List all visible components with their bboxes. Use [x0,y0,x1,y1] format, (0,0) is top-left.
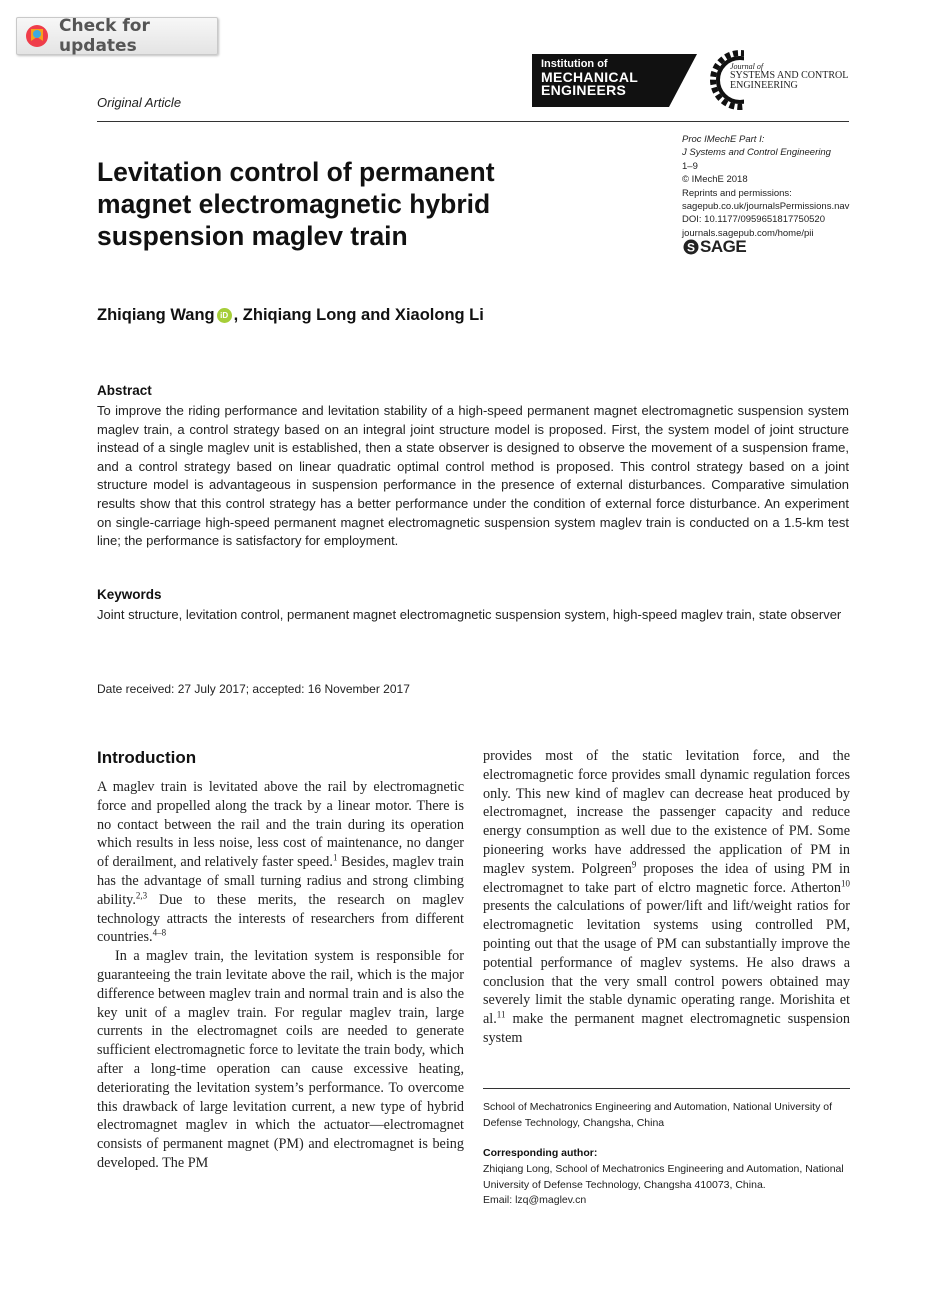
abstract-heading: Abstract [97,383,152,398]
abstract-text: To improve the riding performance and levitation stability of a high-speed permanent magnet electromagnetic suspension system maglev train, a control strategy based on an integral joint structure model is proposed. First, the system model of joint structure instead of a single maglev unit is established, then a state observer is designed to observe the movement of a suspension frame, and a control strategy based on linear quadratic optimal control method is proposed. This control strategy based on a joint structure model is advantageous in suspension performance in the presence of external disturbances. Comparative simulation results show that this control strategy has a better performance under the condition of external force disturbance. An experiment on single-carriage high-speed permanent magnet electromagnetic suspension system maglev train is conducted on a 1.5-km test line; the performance is satisfactory for employment. [97,403,849,549]
orcid-icon[interactable]: iD [217,308,232,323]
check-for-updates-button[interactable] [16,17,218,55]
meta-journal-sub: J Systems and Control Engineering [682,147,831,159]
footnote-rule [483,1088,850,1089]
keywords-text: Joint structure, levitation control, permanent magnet electromagnetic suspension system, high-speed maglev train, state observer [97,607,842,622]
date-received: Date received: 27 July 2017; accepted: 16 November 2017 [97,682,410,696]
meta-copyright: © IMechE 2018 [682,174,748,186]
corresponding-heading: Corresponding author: [483,1147,598,1159]
logo-line-1: Institution of [541,58,608,70]
meta-journal-link[interactable]: journals.sagepub.com/home/pii [682,227,814,239]
meta-pages: 1–9 [682,160,698,172]
journal-logo-line-3: ENGINEERING [730,80,798,91]
logo-line-2: MECHANICAL [541,69,639,85]
intro-paragraph-1: A maglev train is levitated above the rail by electromagnetic force and propelled along the track by a linear motor. There is no contact between the rail and the train during its operation which results in less noise, less cost of maintenance, no danger of derailment, and relatively faster speed.$^1$ Besides, maglev train has the advantage of small turning radius and strong climbing ability.$^{2,3}$ Due to these merits, the research on maglev technology attracts the interests of researchers from different countries.$^{4-8}$ [97,779,464,946]
logo-line-3: ENGINEERS [541,82,627,98]
meta-reprints: Reprints and permissions: [682,187,792,199]
author-1[interactable]: Zhiqiang Wang [97,306,215,324]
meta-permissions-link[interactable]: sagepub.co.uk/journalsPermissions.nav [682,201,850,213]
corresponding-address: Zhiqiang Long, School of Mechatronics Engineering and Automation, National University of Defense Technology, Changsha 410073, China. [483,1163,844,1191]
sage-s-icon [683,239,699,255]
author-list [97,306,484,325]
intro-paragraph-2: In a maglev train, the levitation system is responsible for guaranteeing the train levitate above the rail, which is the major difference between maglev train and normal train and is also the key unit of a maglev train. For regular maglev train, large currents in the electromagnet coils are needed to generate sufficient electromagnetic force to levitate the train body, which after a long-time operation can cause excessive heating, deteriorating the levitation system’s performance. To overcome this drawback of large levitation current, a new type of hybrid electromagnet maglev in which the actuator—electromagnet consists of permanent magnet (PM) and electromagnet is being developed. The PM [97,948,464,1171]
body-column-left [97,778,464,1173]
citation-ref[interactable]: 2,3 [135,890,148,901]
citation-ref[interactable]: 4–8 [152,927,167,938]
sage-wordmark: SAGE [700,237,747,256]
article-type: Original Article [97,95,182,110]
keywords-heading: Keywords [97,587,162,602]
meta-journal: Proc IMechE Part I: [682,134,765,145]
citation-ref[interactable]: 9 [631,859,637,870]
journal-meta [682,133,857,240]
introduction-heading: Introduction [97,748,197,767]
affiliation: School of Mechatronics Engineering and Automation, National University of Defense Technology, Changsha, China [483,1101,833,1129]
citation-ref[interactable]: 11 [496,1009,506,1020]
sage-logo [683,236,746,258]
paper-title: Levitation control of permanent magnet electromagnetic hybrid suspension maglev train [97,157,495,251]
citation-ref[interactable]: 10 [841,877,850,888]
citation-ref[interactable]: 1 [332,852,338,863]
meta-doi[interactable]: DOI: 10.1177/0959651817750520 [682,214,825,226]
check-for-updates-label: Check for updates [59,16,150,56]
corresponding-email[interactable]: Email: lzq@maglev.cn [483,1194,587,1206]
imeche-logo [532,54,697,107]
corresponding-author [483,1162,853,1209]
header-rule [97,121,849,122]
journal-logo [706,45,856,115]
journal-logo-line-1: Journal of [730,62,764,71]
other-authors: , Zhiqiang Long and Xiaolong Li [233,306,484,324]
journal-logo-line-2: SYSTEMS AND CONTROL [730,70,849,81]
intro-paragraph-continued: provides most of the static levitation force, and the electromagnetic force provides small dynamic regulation forces only. This new kind of maglev can decrease heat produced by electromagnet, increase the passenger capacity and reduce energy consumption as well due to the existence of PM. Some pioneering works have addressed the application of PM in maglev system. Polgreen$^9$ proposes the idea of using PM in electromagnet to take part of elctro magnetic force. Atherton$^{10}$ presents the calculations of power/lift and lift/weight ratios for electromagnetic levitation systems using controlled PM, pointing out that the usage of PM can substantially improve the potential performance of maglev systems. He also draws a conclusion that the very small control powers obtained may severely limit the stable dynamic operating range. Morishita et al.$^{11}$ make the permanent magnet electromagnetic suspension system [483,748,850,1046]
crossmark-icon [25,24,49,48]
body-column-right [483,747,850,1048]
svg-text:S: S [686,240,696,255]
